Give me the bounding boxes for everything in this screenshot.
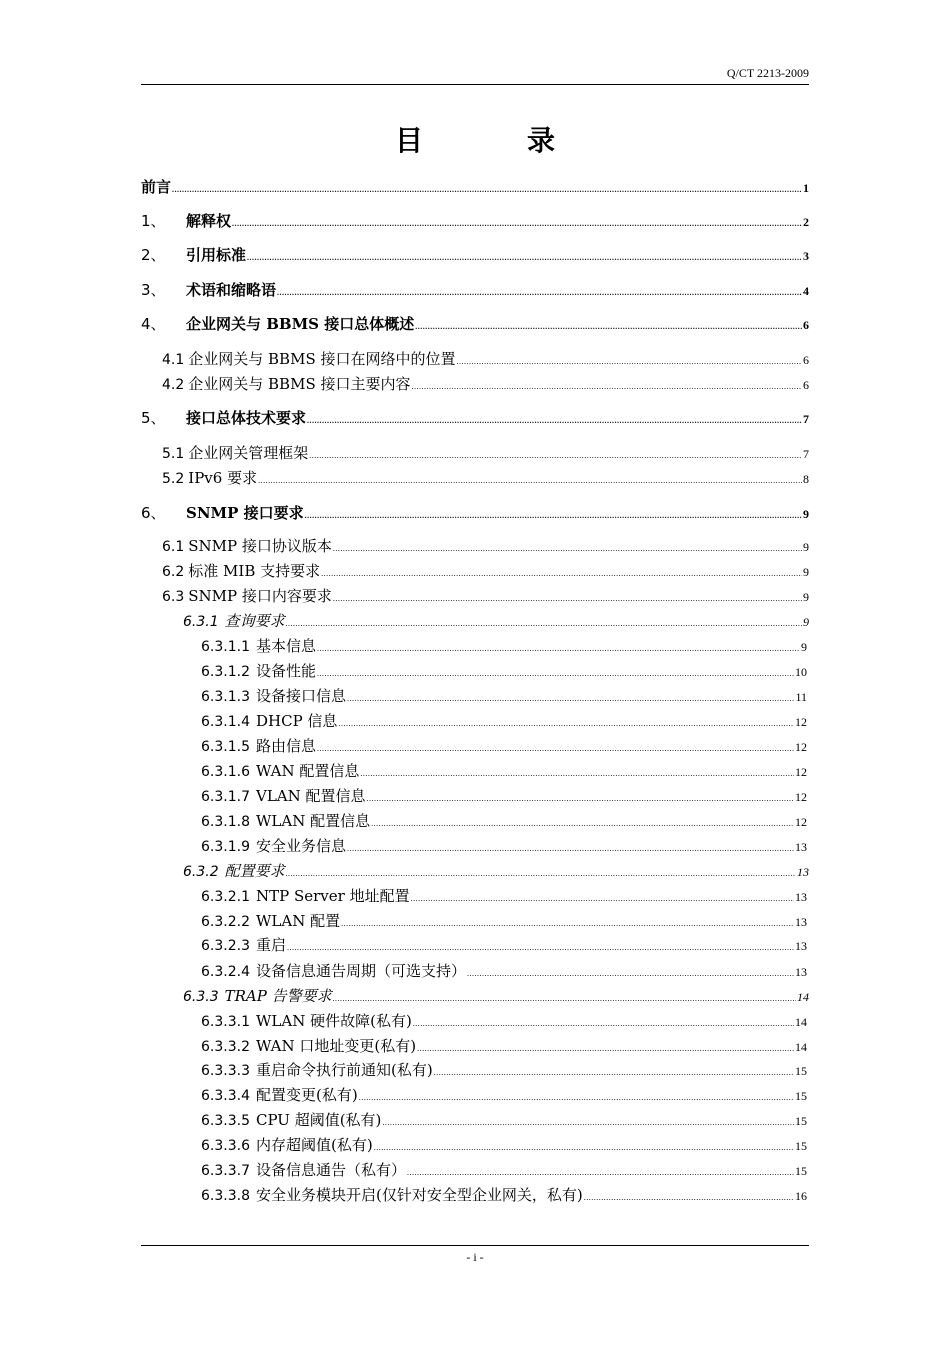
toc-entry-number: 6.3.1.7 [201, 789, 250, 805]
toc-entry[interactable] [201, 1010, 807, 1034]
toc-entry[interactable] [162, 373, 809, 397]
footer-divider [141, 1245, 809, 1246]
toc-entry-number: 6.3.3.8 [201, 1188, 250, 1204]
toc-entry-title: WLAN 配置信息 [255, 812, 371, 830]
toc-dot-leader [287, 943, 794, 952]
toc-entry-page: 9 [801, 640, 807, 654]
toc-entry-number: 6.3.1.1 [201, 639, 250, 655]
toc-entry-page: 6 [803, 353, 809, 367]
toc-entry-number: 4.1 [162, 352, 185, 368]
toc-entry[interactable] [201, 1084, 807, 1108]
toc-dot-leader [277, 288, 802, 297]
toc-dot-leader [258, 476, 802, 485]
toc-entry-title: 前言 [141, 178, 172, 196]
toc-entry-page: 7 [803, 412, 809, 426]
toc-dot-leader [434, 1068, 794, 1077]
toc-entry[interactable] [201, 934, 807, 958]
toc-entry-number: 6.3.3.2 [201, 1039, 250, 1055]
toc-entry-page: 13 [795, 890, 807, 904]
toc-dot-leader [321, 569, 802, 578]
toc-entry-title: 标准 MIB 支持要求 [188, 562, 321, 580]
toc-dot-leader [247, 253, 802, 262]
toc-entry-page: 13 [795, 840, 807, 854]
toc-entry-number: 6.3.1.9 [201, 839, 250, 855]
toc-dot-leader [411, 894, 794, 903]
toc-entry-page: 9 [803, 590, 809, 604]
toc-dot-leader [286, 619, 802, 628]
toc-entry[interactable] [201, 810, 807, 834]
toc-dot-leader [415, 322, 802, 331]
toc-entry-page: 15 [795, 1064, 807, 1078]
toc-dot-leader [417, 1044, 794, 1053]
toc-entry[interactable] [141, 407, 809, 431]
toc-entry-page: 15 [795, 1139, 807, 1153]
toc-entry-number: 6.1 [162, 539, 185, 555]
toc-entry-number: 6.3 [162, 589, 185, 605]
toc-entry[interactable] [201, 1109, 807, 1133]
toc-dot-leader [456, 357, 802, 366]
toc-dot-leader [232, 219, 802, 228]
toc-entry[interactable] [201, 1035, 807, 1059]
toc-entry[interactable] [183, 610, 809, 634]
toc-entry[interactable] [201, 885, 807, 909]
toc-entry[interactable] [201, 660, 807, 684]
toc-entry[interactable] [162, 560, 809, 584]
toc-entry-title: 解释权 [186, 212, 232, 230]
document-code: Q/CT 2213-2009 [726, 66, 809, 80]
toc-entry-page: 14 [797, 990, 809, 1004]
toc-entry[interactable] [201, 960, 807, 984]
toc-entry-number: 6.3.3 [183, 989, 219, 1005]
toc-entry-title: WAN 口地址变更(私有) [255, 1037, 417, 1055]
toc-entry-title: IPv6 要求 [188, 469, 258, 487]
toc-entry-page: 4 [803, 284, 809, 298]
toc-entry-number: 6.3.3.6 [201, 1138, 250, 1154]
toc-entry-title: CPU 超阈值(私有) [255, 1111, 382, 1129]
toc-entry-title: 基本信息 [255, 637, 316, 655]
toc-entry-title: WLAN 硬件故障(私有) [255, 1012, 412, 1030]
toc-entry-page: 12 [795, 715, 807, 729]
toc-entry[interactable] [201, 1159, 807, 1183]
toc-entry-number: 6.3.1.8 [201, 814, 250, 830]
toc-entry-number: 6.3.2.2 [201, 914, 250, 930]
toc-entry-number: 6、 [141, 504, 166, 522]
toc-entry-page: 7 [803, 447, 809, 461]
toc-entry-title: 企业网关与 BBMS 接口总体概述 [186, 315, 415, 333]
toc-entry-page: 10 [795, 665, 807, 679]
toc-entry-page: 12 [795, 790, 807, 804]
toc-entry-number: 4.2 [162, 377, 185, 393]
toc-entry-title: 设备信息通告（私有） [255, 1161, 406, 1179]
toc-entry[interactable] [162, 467, 809, 491]
toc-entry-number: 6.3.1 [183, 614, 219, 630]
toc-entry-title: 内存超阈值(私有) [255, 1136, 373, 1154]
toc-entry-title: SNMP 接口要求 [186, 504, 304, 522]
toc-entry-page: 12 [795, 815, 807, 829]
toc-entry-number: 6.3.1.2 [201, 664, 250, 680]
toc-entry-title: 设备性能 [255, 662, 316, 680]
toc-entry-number: 6.3.3.3 [201, 1063, 250, 1079]
toc-dot-leader [341, 919, 794, 928]
toc-entry-number: 6.3.2.3 [201, 938, 250, 954]
toc-entry-title: 安全业务信息 [255, 837, 346, 855]
toc-dot-leader [467, 969, 794, 978]
toc-entry[interactable] [141, 244, 809, 268]
toc-dot-leader [317, 744, 794, 753]
toc-entry-title: 术语和缩略语 [186, 281, 277, 299]
toc-entry-title: NTP Server 地址配置 [255, 887, 410, 905]
toc-entry-number: 6.3.3.7 [201, 1163, 250, 1179]
toc-entry-page: 13 [795, 915, 807, 929]
toc-entry-title: 重启命令执行前通知(私有) [255, 1061, 433, 1079]
toc-entry-number: 6.3.1.3 [201, 689, 250, 705]
toc-entry-page: 15 [795, 1164, 807, 1178]
toc-entry-number: 6.3.1.6 [201, 764, 250, 780]
toc-entry[interactable] [201, 1059, 807, 1083]
toc-entry-title: 配置要求 [224, 862, 285, 880]
toc-entry-page: 6 [803, 318, 809, 332]
toc-dot-leader [584, 1193, 794, 1202]
toc-dot-leader [407, 1168, 794, 1177]
toc-dot-leader [359, 1093, 794, 1102]
toc-dot-leader [413, 1019, 794, 1028]
toc-entry-page: 12 [795, 765, 807, 779]
toc-entry-title: 查询要求 [224, 612, 285, 630]
toc-entry-page: 13 [795, 939, 807, 953]
toc-entry-title: 配置变更(私有) [255, 1086, 358, 1104]
toc-dot-leader [347, 844, 794, 853]
toc-entry-page: 3 [803, 249, 809, 263]
toc-entry-number: 2、 [141, 246, 166, 264]
toc-entry-number: 4、 [141, 315, 166, 333]
toc-entry-page: 14 [795, 1015, 807, 1029]
toc-entry-page: 6 [803, 378, 809, 392]
toc-entry[interactable] [201, 760, 807, 784]
toc-entry[interactable] [201, 785, 807, 809]
toc-entry[interactable] [201, 735, 807, 759]
toc-entry-page: 11 [795, 690, 807, 704]
toc-entry-title: WLAN 配置 [255, 912, 341, 930]
toc-entry-title: 重启 [255, 936, 286, 954]
toc-entry[interactable] [201, 685, 807, 709]
toc-entry[interactable] [141, 279, 809, 303]
toc-entry-title: 引用标准 [186, 246, 247, 264]
toc-entry[interactable] [183, 985, 809, 1009]
toc-dot-leader [317, 644, 800, 653]
toc-entry-title: VLAN 配置信息 [255, 787, 366, 805]
toc-dot-leader [360, 769, 794, 778]
toc-entry-number: 6.3.1.4 [201, 714, 250, 730]
toc-dot-leader [338, 719, 794, 728]
toc-entry-number: 5、 [141, 409, 166, 427]
toc-entry-number: 3、 [141, 281, 166, 299]
toc-entry[interactable] [201, 1134, 807, 1158]
toc-dot-leader [307, 416, 802, 425]
header-divider [141, 84, 809, 85]
toc-entry-page: 15 [795, 1089, 807, 1103]
toc-dot-leader [305, 511, 802, 520]
toc-entry-title: WAN 配置信息 [255, 762, 360, 780]
toc-dot-leader [317, 669, 794, 678]
toc-entry-number: 6.3.2.4 [201, 964, 250, 980]
toc-entry-number: 6.2 [162, 564, 185, 580]
toc-dot-leader [374, 1143, 794, 1152]
toc-entry-number: 6.3.3.1 [201, 1014, 250, 1030]
toc-entry-page: 9 [803, 540, 809, 554]
toc-entry[interactable] [201, 910, 807, 934]
toc-dot-leader [333, 544, 802, 553]
page-number: - i - [466, 1250, 484, 1264]
toc-dot-leader [382, 1118, 794, 1127]
toc-entry-number: 6.3.2 [183, 864, 219, 880]
toc-dot-leader [367, 794, 794, 803]
toc-entry[interactable] [162, 585, 809, 609]
toc-dot-leader [371, 819, 794, 828]
toc-entry-number: 6.3.2.1 [201, 889, 250, 905]
toc-entry-title: 路由信息 [255, 737, 316, 755]
toc-entry[interactable] [162, 535, 809, 559]
toc-dot-leader [347, 694, 794, 703]
toc-entry-title: 企业网关与 BBMS 接口在网络中的位置 [188, 350, 456, 368]
toc-entry-number: 5.1 [162, 446, 185, 462]
toc-entry-page: 13 [797, 865, 809, 879]
toc-entry-number: 6.3.1.5 [201, 739, 250, 755]
toc-entry-title: 企业网关管理框架 [188, 444, 309, 462]
toc-entry[interactable] [141, 210, 809, 234]
toc-entry[interactable] [162, 348, 809, 372]
toc-entry[interactable] [201, 710, 807, 734]
toc-entry-title: SNMP 接口内容要求 [188, 587, 332, 605]
toc-entry-title: 安全业务模块开启(仅针对安全型企业网关，私有) [255, 1186, 583, 1204]
toc-entry-page: 9 [803, 507, 809, 521]
toc-entry-number: 1、 [141, 212, 166, 230]
toc-entry[interactable] [141, 502, 809, 526]
toc-entry-title: 设备接口信息 [255, 687, 346, 705]
toc-entry-page: 14 [795, 1040, 807, 1054]
toc-dot-leader [309, 451, 802, 460]
toc-dot-leader [333, 994, 796, 1003]
toc-entry-page: 15 [795, 1114, 807, 1128]
toc-entry-title: 接口总体技术要求 [186, 409, 307, 427]
toc-entry-page: 13 [795, 965, 807, 979]
toc-entry-page: 12 [795, 740, 807, 754]
toc-dot-leader [333, 594, 802, 603]
toc-dot-leader [411, 382, 802, 391]
toc-dot-leader [172, 185, 802, 194]
toc-entry-page: 16 [795, 1189, 807, 1203]
toc-entry[interactable] [141, 176, 809, 200]
toc-entry-page: 1 [803, 181, 809, 195]
toc-entry[interactable] [201, 835, 807, 859]
toc-entry-number: 6.3.3.4 [201, 1088, 250, 1104]
toc-entry-title: 设备信息通告周期（可选支持） [255, 962, 466, 980]
toc-entry-title: DHCP 信息 [255, 712, 338, 730]
toc-entry[interactable] [201, 635, 807, 659]
toc-dot-leader [286, 869, 796, 878]
toc-entry-page: 9 [803, 565, 809, 579]
toc-entry-title: TRAP 告警要求 [224, 987, 332, 1005]
toc-entry-page: 9 [803, 615, 809, 629]
page-title: 目 录 [394, 124, 593, 157]
toc-entry-title: SNMP 接口协议版本 [188, 537, 332, 555]
toc-entry-title: 企业网关与 BBMS 接口主要内容 [188, 375, 411, 393]
toc-entry-number: 6.3.3.5 [201, 1113, 250, 1129]
toc-entry-page: 2 [803, 215, 809, 229]
toc-entry[interactable] [162, 442, 809, 466]
toc-entry[interactable] [201, 1184, 807, 1208]
toc-entry[interactable] [183, 860, 809, 884]
toc-entry-page: 8 [803, 472, 809, 486]
toc-entry[interactable] [141, 313, 809, 337]
toc-entry-number: 5.2 [162, 471, 185, 487]
